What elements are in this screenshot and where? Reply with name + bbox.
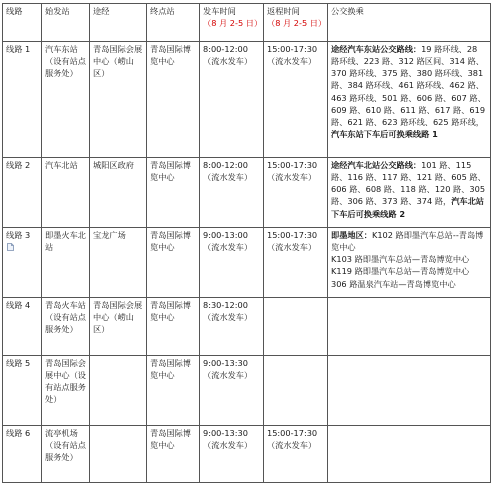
return-cell: 15:00-17:30（流水发车）: [264, 426, 328, 483]
return-cell: [264, 356, 328, 426]
route-cell: 线路 5: [3, 356, 42, 426]
return-cell: 15:00-17:30（流水发车）: [264, 158, 328, 228]
header-origin: 始发站: [42, 4, 90, 42]
header-return-time: 返程时间 （8 月 2-5 日）: [264, 4, 328, 42]
depart-cell: 9:00-13:30（流水发车）: [200, 426, 264, 483]
via-cell: 城阳区政府: [90, 158, 147, 228]
table-row: [3, 228, 491, 298]
via-cell: [90, 356, 147, 426]
transfer-cell: 途经汽车北站公交路线：101 路、115 路、116 路、117 路、121 路、605 路、606 路、608 路、118 路、120 路、305 路、306 路、373 路、374 路，汽车北站下车后可换乘线路 2: [328, 158, 491, 228]
header-depart-time: 发车时间 （8 月 2-5 日）: [200, 4, 264, 42]
table-row: [3, 158, 491, 228]
terminal-cell: 青岛国际博览中心: [147, 42, 200, 158]
document-icon: [7, 242, 14, 250]
header-route: 线路: [3, 4, 42, 42]
depart-cell: 8:00-12:00（流水发车）: [200, 42, 264, 158]
header-via: 途经: [90, 4, 147, 42]
via-cell: 青岛国际会展中心（崂山区）: [90, 298, 147, 356]
transfer-cell: [328, 426, 491, 483]
table-header-row: [3, 4, 491, 42]
return-cell: 15:00-17:30（流水发车）: [264, 42, 328, 158]
depart-cell: 9:00-13:00（流水发车）: [200, 228, 264, 298]
terminal-cell: 青岛国际博览中心: [147, 426, 200, 483]
table-row: [3, 426, 491, 483]
origin-cell: 流亭机场（设有站点服务处）: [42, 426, 90, 483]
transfer-cell: 途经汽车东站公交路线：19 路环线、28 路环线、223 路、312 路区间、314 路、370 路环线、375 路、380 路环线、381 路、384 路环线、461 路环线、462 路、463 路环线、501 路、606 路、607 路、609 路、610 路、611 路、617 路、619 路、621 路、623 路环线、625 路环线，汽车东站下车后可换乘线路 1: [328, 42, 491, 158]
return-cell: [264, 298, 328, 356]
via-cell: [90, 426, 147, 483]
header-transfer: 公交换乘: [328, 4, 491, 42]
transfer-cell: [328, 356, 491, 426]
route-cell: 线路 4: [3, 298, 42, 356]
transfer-cell: 即墨地区：K102 路即墨汽车总站--青岛博览中心 K103 路即墨汽车总站—青岛博览中心 K119 路即墨汽车总站—青岛博览中心 306 路温泉汽车站—青岛博览中心: [328, 228, 491, 298]
transfer-cell: [328, 298, 491, 356]
via-cell: 宝龙广场: [90, 228, 147, 298]
table-row: [3, 356, 491, 426]
table-row: [3, 42, 491, 158]
depart-cell: 9:00-13:30（流水发车）: [200, 356, 264, 426]
terminal-cell: 青岛国际博览中心: [147, 158, 200, 228]
header-terminal: 终点站: [147, 4, 200, 42]
route-cell: 线路 2: [3, 158, 42, 228]
origin-cell: 即墨火车北站: [42, 228, 90, 298]
via-cell: 青岛国际会展中心（崂山区）: [90, 42, 147, 158]
origin-cell: 青岛火车站（设有站点服务处）: [42, 298, 90, 356]
terminal-cell: 青岛国际博览中心: [147, 356, 200, 426]
origin-cell: 汽车东站（设有站点服务处）: [42, 42, 90, 158]
table-row: [3, 298, 491, 356]
header-return-date: （8 月 2-5 日）: [267, 18, 327, 29]
terminal-cell: 青岛国际博览中心: [147, 298, 200, 356]
terminal-cell: 青岛国际博览中心: [147, 228, 200, 298]
return-cell: 15:00-17:30（流水发车）: [264, 228, 328, 298]
origin-cell: 汽车北站: [42, 158, 90, 228]
route-cell: 线路 3: [3, 228, 42, 298]
depart-cell: 8:00-12:00（流水发车）: [200, 158, 264, 228]
route-cell: 线路 6: [3, 426, 42, 483]
origin-cell: 青岛国际会展中心（设有站点服务处）: [42, 356, 90, 426]
bus-route-table: [2, 3, 491, 483]
route-cell: 线路 1: [3, 42, 42, 158]
header-depart-date: （8 月 2-5 日）: [203, 18, 263, 29]
depart-cell: 8:30-12:00（流水发车）: [200, 298, 264, 356]
